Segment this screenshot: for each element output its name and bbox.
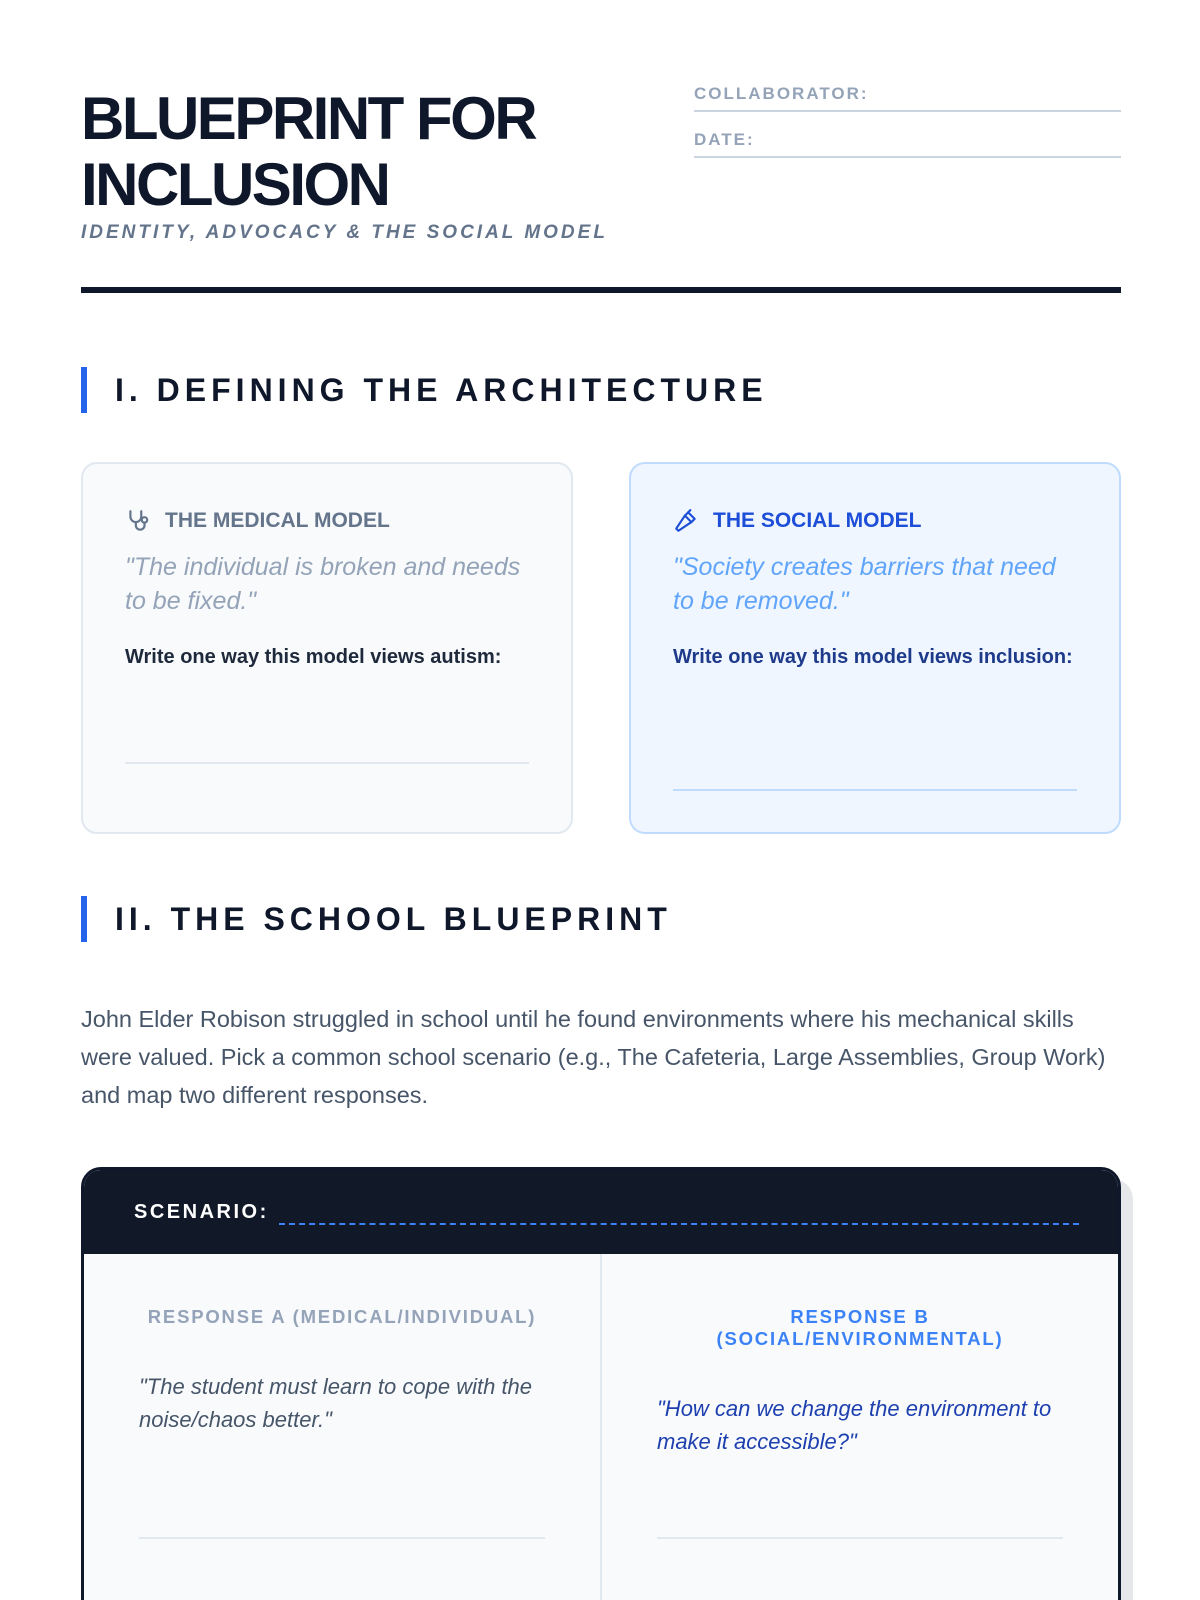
response-b-answer-line[interactable] <box>657 1537 1063 1539</box>
scenario-label: SCENARIO: <box>134 1200 269 1223</box>
page-title: BLUEPRINT FOR INCLUSION <box>81 85 536 218</box>
medical-model-title: THE MEDICAL MODEL <box>165 509 390 532</box>
section-1-heading: I. DEFINING THE ARCHITECTURE <box>81 367 768 413</box>
hammer-icon <box>673 508 699 534</box>
response-b-column <box>602 1254 1118 1600</box>
medical-answer-line[interactable] <box>125 762 529 764</box>
response-b-quote: "How can we change the environment to make it accessible?" <box>657 1396 1052 1454</box>
social-model-quote: "Society creates barriers that need to be removed." <box>673 553 1056 615</box>
response-a-column <box>84 1254 602 1600</box>
scenario-bar <box>84 1170 1118 1254</box>
response-b-heading: RESPONSE B (SOCIAL/ENVIRONMENTAL) <box>716 1306 1004 1349</box>
section-2-heading: II. THE SCHOOL BLUEPRINT <box>81 896 672 942</box>
medical-model-card <box>81 462 573 834</box>
collaborator-field[interactable]: COLLABORATOR: <box>694 82 1121 112</box>
meta-fields <box>694 82 1121 174</box>
social-model-title: THE SOCIAL MODEL <box>713 509 922 532</box>
stethoscope-icon <box>125 508 151 534</box>
response-a-quote: "The student must learn to cope with the noise/chaos better." <box>139 1374 533 1432</box>
scenario-input[interactable] <box>279 1199 1079 1225</box>
medical-model-header <box>125 506 529 536</box>
date-field[interactable]: DATE: <box>694 128 1121 158</box>
responses-grid <box>84 1254 1118 1600</box>
social-model-header <box>673 506 1077 536</box>
social-answer-line[interactable] <box>673 789 1077 791</box>
social-model-prompt: Write one way this model views inclusion: <box>673 646 1073 668</box>
header-divider <box>81 287 1121 293</box>
response-a-heading: RESPONSE A (MEDICAL/INDIVIDUAL) <box>147 1306 537 1327</box>
intro-paragraph: John Elder Robison struggled in school until he found environments where his mechanical skills were valued. Pick a common school scenario (e.g., The Cafeteria, Large Assemblies, Group Work) and map two different responses. <box>81 1006 1106 1108</box>
social-model-card <box>629 462 1121 834</box>
page-subtitle: IDENTITY, ADVOCACY & THE SOCIAL MODEL <box>81 222 608 243</box>
scenario-panel <box>81 1167 1121 1600</box>
response-a-answer-line[interactable] <box>139 1537 545 1539</box>
worksheet-page <box>81 0 1121 1600</box>
medical-model-quote: "The individual is broken and needs to be fixed." <box>125 553 521 615</box>
medical-model-prompt: Write one way this model views autism: <box>125 646 502 668</box>
